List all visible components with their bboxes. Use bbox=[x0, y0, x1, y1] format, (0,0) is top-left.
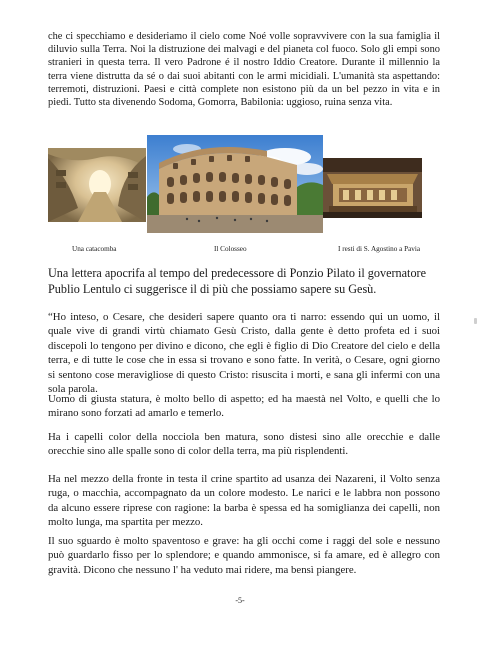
catacomb-photo bbox=[48, 148, 146, 222]
reliquary-photo bbox=[323, 158, 422, 218]
letter-paragraph: Il suo sguardo è molto spaventoso e grave: ha gli occhi come i raggi del sole e nessuno può guardarlo fisso per lo splendore; e quando ammonisce, si fa amare, ed è allegro con gravità. Dicono che nessuno l' ha veduto mai ridere, ma bensì piangere. bbox=[48, 535, 440, 576]
letter-paragraph: Ha nel mezzo della fronte in testa il crine spartito ad usanza dei Nazareni, il Volto senza ruga, o macchia, accompagnato da un colore modesto. Le narici e le labbra non possono da alcuno essere riprese con ragione: la barba è spessa ed ha somiglianza dei capelli, non molto lunga, ma spartita per mezzo. bbox=[48, 473, 440, 529]
scan-mark bbox=[474, 318, 477, 324]
letter-paragraph: Ha i capelli color della nocciola ben matura, sono distesi sino alle orecchie e dalle orecchie sino alle spalle sono di color della terra, ma più risplendenti. bbox=[48, 431, 440, 458]
colosseum-photo bbox=[147, 135, 323, 233]
opening-paragraph: che ci specchiamo e desideriamo il cielo come Noé volle sopravvivere con la sua famiglia il diluvio sulla Terra. Noi la distruzione dei malvagi e del pianeta col fuoco. Solo gli empi sono stranieri in questa terra. Il vero Padrone é il nostro Iddio Creatore. Durante il millennio la terra viene distrutta da sé o dai suoi abitanti con le armi micidiali. L'umanità sta aspettando: terremoti, distruzioni. Paesi e città complete non esistono più da un bel pezzo in vita e in piedi. Tutto sta divenendo Sodoma, Gomorra, Babilonia: uggioso, ruina senza vita. bbox=[48, 31, 440, 109]
page-number: -5- bbox=[235, 596, 245, 605]
caption-colosseum: Il Colosseo bbox=[214, 245, 247, 253]
caption-catacomb: Una catacomba bbox=[72, 245, 117, 253]
caption-reliquary: I resti di S. Agostino a Pavia bbox=[338, 245, 421, 253]
intro-paragraph: Una lettera apocrifa al tempo del predecessore di Ponzio Pilato il governatore Publio Lentulo ci suggerisce il di più che possiamo sapere su Gesù. bbox=[48, 266, 427, 296]
letter-paragraph: “Ho inteso, o Cesare, che desideri sapere quanto ora ti narro: essendo qui un uomo, il quale vive di grandi virtù chiamato Gesù Cristo, dalla gente è detto profeta ed i suoi discepoli lo tengono per divino e dicono, che egli è figlio di Dio Creatore del cielo e della terra, e di tutte le cose che in essa si trovano e sono fatte. In verità, o Cesare, ogni giorno si sentono cose meravigliose di questo Cristo: risuscita i morti, e sana gli infermi con una sola parola. bbox=[48, 311, 440, 396]
letter-paragraph: Uomo di giusta statura, è molto bello di aspetto; ed ha maestà nel Volto, e quelli che lo mirano sono forzati ad amarlo e temerlo. bbox=[48, 393, 440, 420]
